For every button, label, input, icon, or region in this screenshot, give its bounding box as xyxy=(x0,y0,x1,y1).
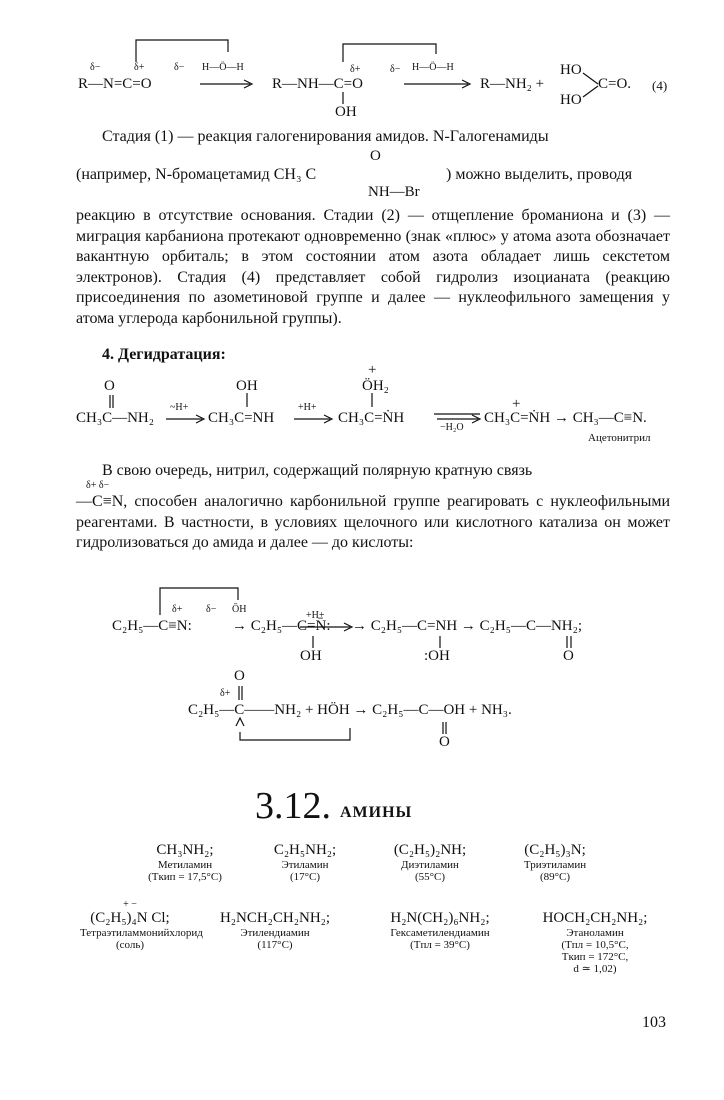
amine-formula: C₂H₅NH₂; xyxy=(273,842,337,858)
amine-formula: H₂NCH₂CH₂NH₂; xyxy=(219,910,331,926)
para1-line2-end: ) можно выделить, проводя xyxy=(446,166,633,183)
carbonic-ho-bottom: HO xyxy=(560,92,582,108)
dehyd-oh2: ÖH₂ xyxy=(362,378,389,394)
arrow-label: +H+ xyxy=(306,610,325,621)
oh-group: OH xyxy=(335,104,357,120)
arrow-label: +H+ xyxy=(298,402,317,413)
dehyd-amide: CH₃C—NH₂ xyxy=(76,410,154,426)
o-group: O xyxy=(439,734,450,750)
amine-name: Тетраэтиламмонийхлорид xyxy=(80,927,203,939)
hydro-amide-path: → C₂H₅—C=NH → C₂H₅—C—NH₂; xyxy=(352,618,583,634)
para1-body: реакцию в отсутствие основания. Стадии (2) — отщепление броманиона и (3) — миграция карбаниона протекают одновременно (знак «плюс» у атома азота обозначает вакантную орбиталь; в этом состоянии атом азота обладает лишь секстетом электронов). Стадия (4) представляет собой гидролиз изоцианата (реакцию присоединения по азометиновой группе и далее — нуклеофильного замещения у атома углерода карбонильной группы). xyxy=(76,207,670,327)
carbonic-ho-top: HO xyxy=(560,62,582,78)
amine-name: Метиламин xyxy=(157,859,213,871)
para1-nh: NH—Br xyxy=(368,184,420,200)
para2-line1: В свою очередь, нитрил, содержащий полярную кратную связь xyxy=(102,462,533,479)
delta-minus: δ− xyxy=(206,604,217,615)
o-group: O xyxy=(563,648,574,664)
delta-minus: δ− xyxy=(90,62,101,73)
amine-item xyxy=(375,910,505,951)
amine-formula: HOCH₂CH₂NH₂; xyxy=(542,910,648,926)
amine-prop: (соль) xyxy=(115,939,145,951)
oh-group: OH xyxy=(300,648,322,664)
amine-prop: d ≃ 1,02) xyxy=(573,963,617,975)
delta-plus: δ+ xyxy=(172,604,183,615)
amine-name: Этиламин xyxy=(281,859,329,871)
arrow-label: ~H+ xyxy=(170,402,189,413)
amine-prop: (17°C) xyxy=(289,871,321,883)
para2-delta: δ+ δ− xyxy=(86,480,110,491)
amine-name: Этаноламин xyxy=(566,927,624,939)
amine-formula: H₂N(CH₂)₆NH₂; xyxy=(390,910,490,926)
page-number: 103 xyxy=(642,1014,666,1031)
amine-item xyxy=(70,899,203,951)
amine-prop: (89°C) xyxy=(539,871,571,883)
amine-name: Триэтиламин xyxy=(523,859,587,871)
section-number: 3.12. xyxy=(255,785,331,827)
hydroxide: ŌH xyxy=(232,604,247,615)
dehyd-nitrile: CH₃C=ṄH → CH₃—C≡N. xyxy=(484,410,647,426)
amine-prop: (Tпл = 39°C) xyxy=(410,939,470,951)
product-amine: R—NH₂ + xyxy=(480,76,545,92)
amine-prop: (Tкип = 17,5°C) xyxy=(148,871,222,883)
reactant-isocyanate: R—N=C=O xyxy=(78,76,152,92)
amine-formula: (C₂H₅)₄N Cl; xyxy=(90,910,170,926)
amine-item xyxy=(250,842,360,883)
amine-formula: (C₂H₅)₂NH; xyxy=(393,842,467,858)
arrow-label: −H₂O xyxy=(440,422,464,433)
para2-body: —C≡N, способен аналогично карбонильной группе реагировать с нуклеофильными реагентами. В частности, в условиях щелочного или кислотного катализа он может гидролизоваться до амида и далее — до кислоты: xyxy=(76,493,670,551)
amine-formula: (C₂H₅)₃N; xyxy=(524,842,586,858)
amine-prop: (117°C) xyxy=(257,939,293,951)
amine-item xyxy=(210,910,340,951)
carbonic-co: C=O. xyxy=(598,76,632,92)
amine-prop: (55°C) xyxy=(414,871,446,883)
amine-item xyxy=(530,910,660,975)
para1-line2-start: (например, N-бромацетамид CH₃ C xyxy=(76,166,317,183)
intermediate: R—NH—C=O xyxy=(272,76,363,92)
amine-name: Диэтиламин xyxy=(401,859,459,871)
delta-plus: δ+ xyxy=(134,62,145,73)
plus-sign: + xyxy=(512,396,521,412)
hydro-acid-path: C₂H₅—C——NH₂ + HÖH → C₂H₅—C—OH + NH₃. xyxy=(188,702,512,718)
plus-sign: + xyxy=(368,362,377,378)
equation-number: (4) xyxy=(652,78,668,93)
hydro-nitrile: C₂H₅—C≡N: xyxy=(112,618,192,634)
para1-line1: Стадия (1) — реакция галогенирования амидов. N-Галогенамиды xyxy=(102,128,549,145)
oh-group: :OH xyxy=(424,648,450,664)
water-label: H—Ö—H xyxy=(202,62,244,73)
amine-prop: Tкип = 172°C, xyxy=(561,951,629,963)
dehyd-o: O xyxy=(104,378,115,394)
dehyd-oh: OH xyxy=(236,378,258,394)
amine-name: Этилендиамин xyxy=(240,927,310,939)
section-title: АМИНЫ xyxy=(340,804,413,821)
amine-item xyxy=(370,842,490,883)
amine-name: Гексаметилендиамин xyxy=(390,927,490,939)
dehyd-protonated: CH₃C=ṄH xyxy=(338,410,405,426)
amine-prop: (Tпл = 10,5°C, xyxy=(561,939,629,951)
amine-item xyxy=(500,842,610,883)
dehyd-imidol: CH₃C=NH xyxy=(208,410,275,426)
amine-item xyxy=(130,842,240,883)
delta-minus: δ− xyxy=(390,64,401,75)
o-group: O xyxy=(234,668,245,684)
hydro-imidate: → C₂H₅—C=N̄: xyxy=(232,618,331,634)
water-label: H—Ö—H xyxy=(412,62,454,73)
section-heading: 4. Дегидратация: xyxy=(102,346,226,363)
delta-plus: δ+ xyxy=(350,64,361,75)
amine-formula: CH₃NH₂; xyxy=(156,842,214,858)
para1-o: O xyxy=(370,148,381,164)
delta-minus: δ− xyxy=(174,62,185,73)
acetonitrile-caption: Ацетонитрил xyxy=(588,432,651,444)
charge-signs: + − xyxy=(123,899,137,910)
delta-plus: δ+ xyxy=(220,688,231,699)
